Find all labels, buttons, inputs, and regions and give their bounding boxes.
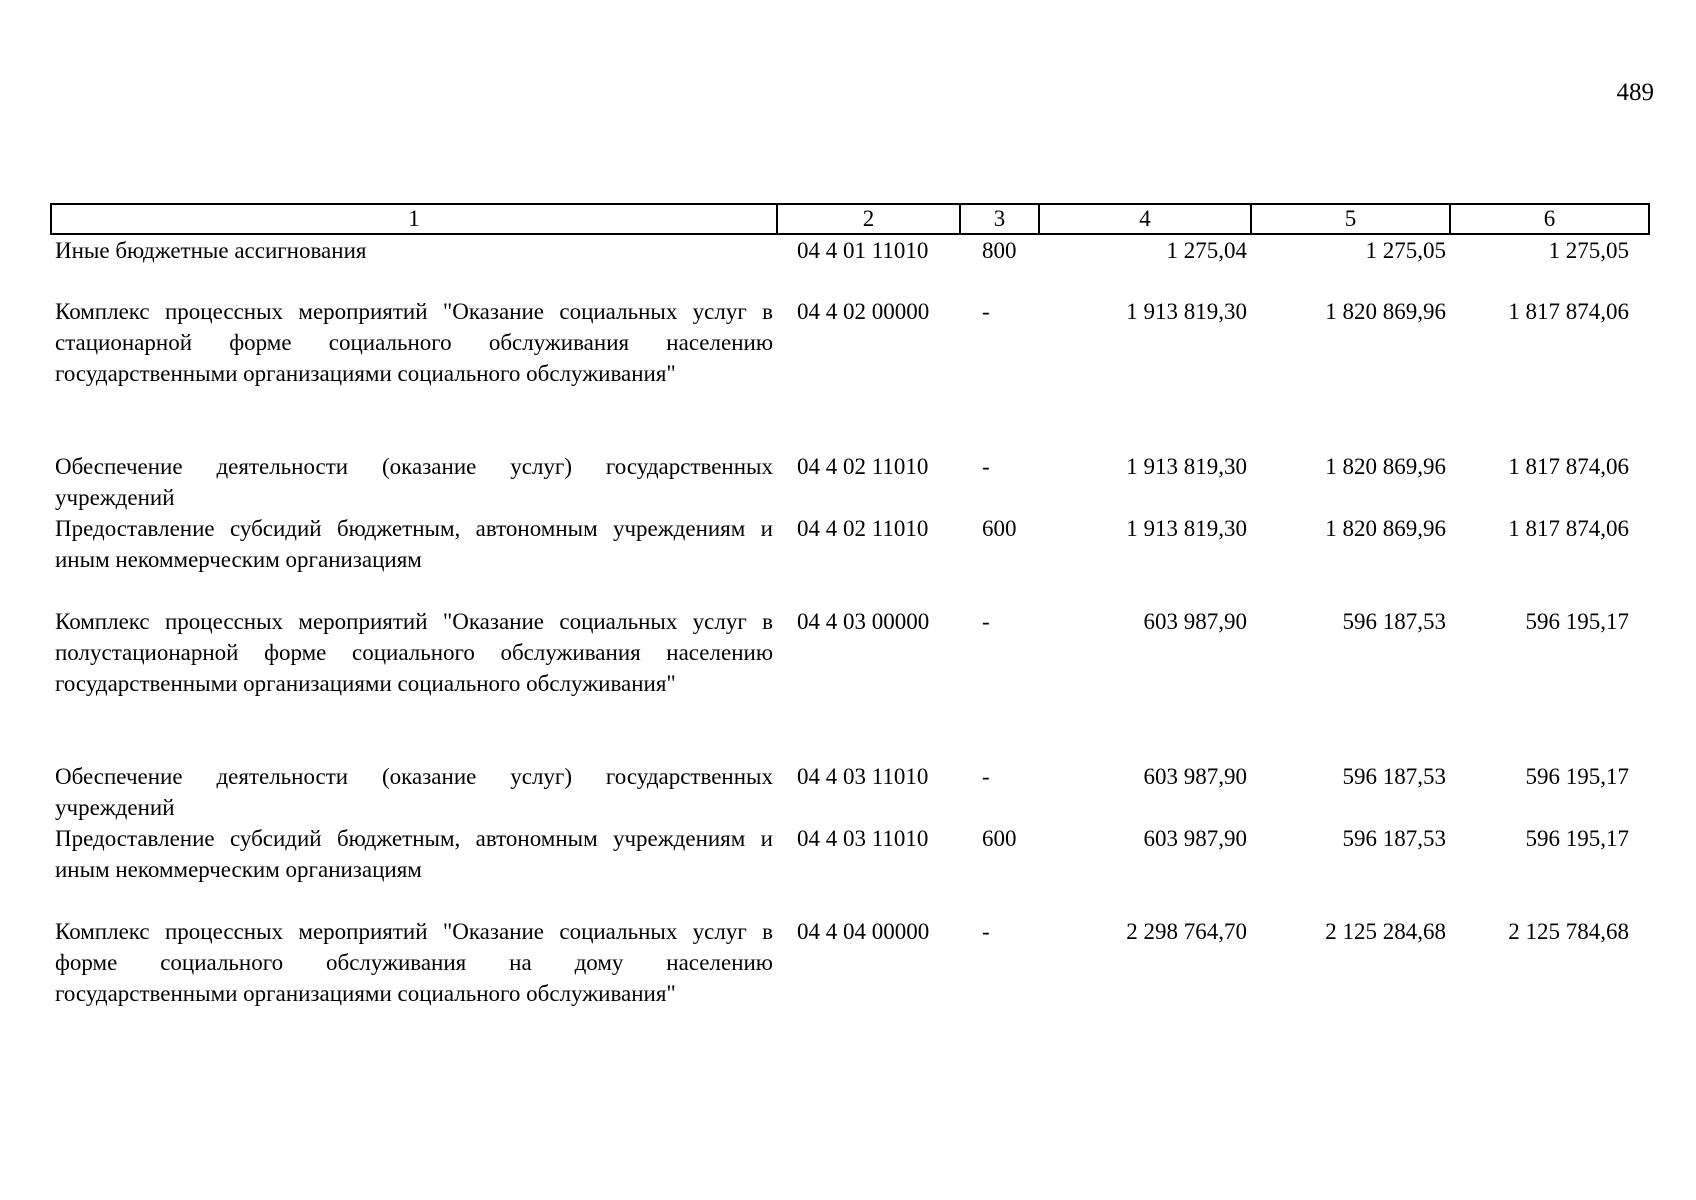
row-expense-type: 600 (982, 826, 1017, 851)
table-row (51, 606, 1649, 761)
row-name: Обеспечение деятельности (оказание услуг) государственных учреждений (55, 454, 773, 510)
row-expense-type: - (982, 764, 990, 789)
row-code: 04 4 03 11010 (797, 764, 929, 789)
row-code: 04 4 03 11010 (797, 826, 929, 851)
row-name: Обеспечение деятельности (оказание услуг) государственных учреждений (55, 764, 773, 820)
row-value-col4: 1 913 819,30 (1126, 516, 1247, 541)
row-code: 04 4 04 00000 (797, 919, 930, 944)
row-value-col6: 1 817 874,06 (1508, 454, 1629, 479)
row-value-col4: 2 298 764,70 (1126, 919, 1247, 944)
row-value-col5: 596 187,53 (1342, 764, 1446, 789)
row-value-col6: 596 195,17 (1525, 609, 1629, 634)
row-expense-type: - (982, 919, 990, 944)
row-value-col4: 1 275,04 (1166, 238, 1247, 263)
row-code: 04 4 01 11010 (797, 238, 929, 263)
row-name: Комплекс процессных мероприятий "Оказание социальных услуг в полустационарной форме социального обслуживания населению государственными организациями социального обслуживания" (55, 609, 773, 696)
table-row (51, 916, 1649, 1009)
row-value-col5: 1 820 869,96 (1325, 516, 1446, 541)
row-value-col5: 596 187,53 (1342, 826, 1446, 851)
row-value-col6: 1 817 874,06 (1508, 516, 1629, 541)
column-header: 5 (1251, 204, 1450, 234)
row-expense-type: 800 (982, 238, 1017, 263)
row-value-col5: 1 820 869,96 (1325, 299, 1446, 324)
table-row (51, 761, 1649, 823)
column-header: 6 (1450, 204, 1649, 234)
row-value-col5: 1 820 869,96 (1325, 454, 1446, 479)
row-name: Комплекс процессных мероприятий "Оказание социальных услуг в форме социального обслуживания на дому населению государственными организациями социального обслуживания" (55, 919, 773, 1006)
row-value-col5: 2 125 284,68 (1325, 919, 1446, 944)
table-row (51, 823, 1649, 916)
row-value-col4: 603 987,90 (1143, 609, 1247, 634)
row-value-col6: 596 195,17 (1525, 764, 1629, 789)
row-name: Комплекс процессных мероприятий "Оказание социальных услуг в стационарной форме социального обслуживания населению государственными организациями социального обслуживания" (55, 299, 773, 386)
row-expense-type: - (982, 609, 990, 634)
column-header: 3 (960, 204, 1039, 234)
row-code: 04 4 02 00000 (797, 299, 930, 324)
row-value-col6: 1 817 874,06 (1508, 299, 1629, 324)
row-value-col6: 1 275,05 (1548, 238, 1629, 263)
page-number: 489 (1616, 79, 1654, 106)
row-value-col4: 1 913 819,30 (1126, 299, 1247, 324)
row-expense-type: 600 (982, 516, 1017, 541)
row-value-col4: 603 987,90 (1143, 826, 1247, 851)
row-value-col6: 2 125 784,68 (1508, 919, 1629, 944)
row-code: 04 4 02 11010 (797, 454, 929, 479)
budget-table (50, 203, 1650, 1009)
row-value-col4: 603 987,90 (1143, 764, 1247, 789)
row-value-col4: 1 913 819,30 (1126, 454, 1247, 479)
row-code: 04 4 03 00000 (797, 609, 930, 634)
column-header: 4 (1039, 204, 1251, 234)
row-name: Предоставление субсидий бюджетным, автономным учреждениям и иным некоммерческим организациям (55, 826, 773, 882)
row-code: 04 4 02 11010 (797, 516, 929, 541)
row-expense-type: - (982, 299, 990, 324)
table-row (51, 513, 1649, 606)
row-name: Иные бюджетные ассигнования (55, 238, 367, 263)
row-value-col5: 596 187,53 (1342, 609, 1446, 634)
table-row (51, 296, 1649, 451)
row-expense-type: - (982, 454, 990, 479)
table-row (51, 234, 1649, 296)
row-value-col6: 596 195,17 (1525, 826, 1629, 851)
row-value-col5: 1 275,05 (1365, 238, 1446, 263)
column-header: 1 (51, 204, 777, 234)
column-header: 2 (777, 204, 960, 234)
table-header-row (51, 204, 1649, 234)
row-name: Предоставление субсидий бюджетным, автономным учреждениям и иным некоммерческим организациям (55, 516, 773, 572)
table-row (51, 451, 1649, 513)
